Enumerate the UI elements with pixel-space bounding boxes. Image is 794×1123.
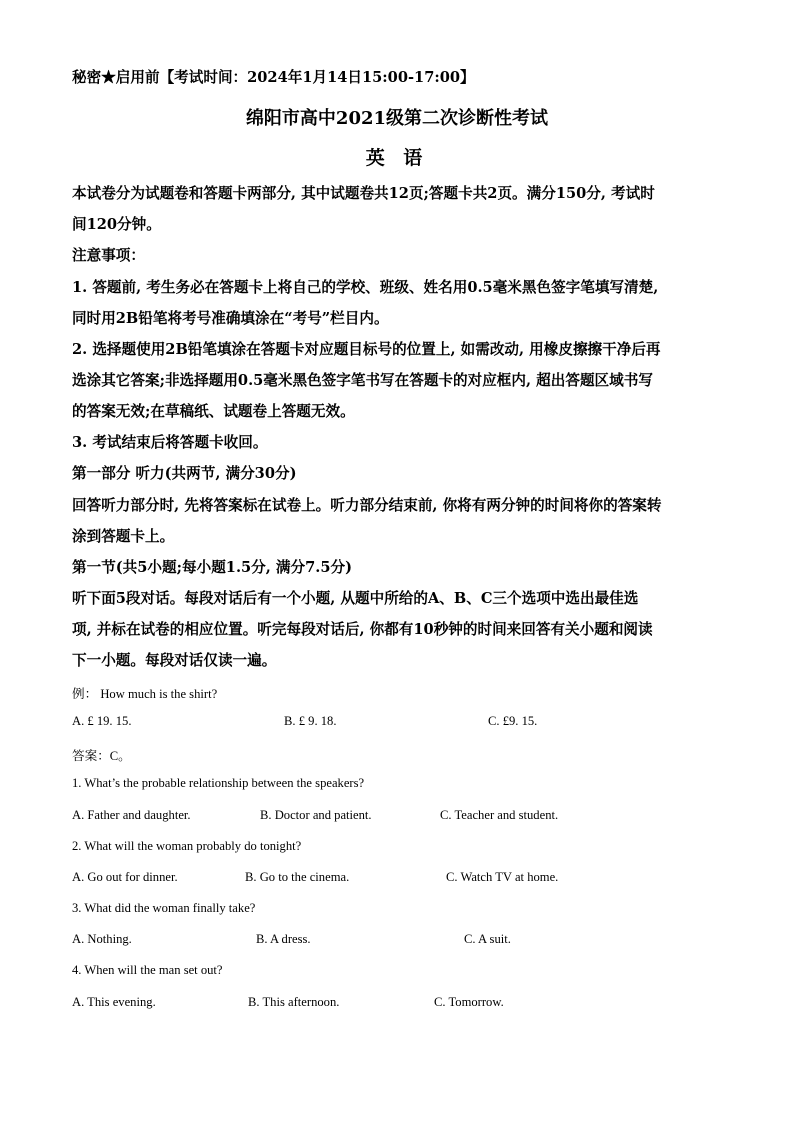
- example-option-a: A. £ 19. 15.: [72, 714, 132, 728]
- question-3-option-a: A. Nothing.: [72, 932, 132, 946]
- question-2-option-a: A. Go out for dinner.: [72, 870, 178, 884]
- intro-line-2: 间120分钟。: [72, 216, 161, 233]
- part1-instruction-line-1: 回答听力部分时, 先将答案标在试卷上。听力部分结束前, 你将有两分钟的时间将你的答案转: [72, 497, 662, 514]
- question-2-option-c: C. Watch TV at home.: [446, 870, 559, 884]
- question-2: 2. What will the woman probably do tonight?: [72, 839, 302, 853]
- subject-title: 英 语: [365, 147, 429, 169]
- note-3: 3. 考试结束后将答题卡收回。: [72, 434, 268, 451]
- section1-instruction-line-1: 听下面5段对话。每段对话后有一个小题, 从题中所给的A、B、C三个选项中选出最佳选: [72, 590, 639, 607]
- question-4: 4. When will the man set out?: [72, 963, 223, 977]
- example-option-c: C. £9. 15.: [488, 714, 538, 728]
- example-option-b: B. £ 9. 18.: [284, 714, 337, 728]
- note-2-line-3: 的答案无效;在草稿纸、试题卷上答题无效。: [72, 403, 355, 420]
- part1-instruction-line-2: 涂到答题卡上。: [72, 528, 175, 545]
- example-question: 例： How much is the shirt?: [72, 687, 218, 701]
- intro-line-1: 本试卷分为试题卷和答题卡两部分, 其中试题卷共12页;答题卡共2页。满分150分, 考试时: [72, 185, 655, 202]
- note-2-line-2: 选涂其它答案;非选择题用0.5毫米黑色签字笔书写在答题卡的对应框内, 超出答题区域书写: [72, 372, 653, 389]
- section1-heading: 第一节(共5小题;每小题1.5分, 满分7.5分): [72, 559, 353, 576]
- note-2-line-1: 2. 选择题使用2B铅笔填涂在答题卡对应题目标号的位置上, 如需改动, 用橡皮擦擦干净后再: [72, 341, 661, 358]
- question-3: 3. What did the woman finally take?: [72, 901, 256, 915]
- question-3-option-c: C. A suit.: [464, 932, 511, 946]
- question-3-option-b: B. A dress.: [256, 932, 311, 946]
- question-1-option-b: B. Doctor and patient.: [260, 808, 372, 822]
- question-2-option-b: B. Go to the cinema.: [245, 870, 350, 884]
- section1-instruction-line-3: 下一小题。每段对话仅读一遍。: [72, 652, 277, 669]
- question-4-option-b: B. This afternoon.: [248, 995, 340, 1009]
- note-1-line-2: 同时用2B铅笔将考号准确填涂在“考号”栏目内。: [72, 310, 389, 327]
- part1-heading: 第一部分 听力(共两节, 满分30分): [72, 465, 297, 482]
- example-answer: 答案：C。: [72, 749, 131, 763]
- exam-title: 绵阳市高中2021级第二次诊断性考试: [245, 108, 549, 129]
- question-1-option-a: A. Father and daughter.: [72, 808, 191, 822]
- question-4-option-c: C. Tomorrow.: [434, 995, 504, 1009]
- section1-instruction-line-2: 项, 并标在试卷的相应位置。听完每段对话后, 你都有10秒钟的时间来回答有关小题和阅读: [72, 621, 653, 638]
- note-1-line-1: 1. 答题前, 考生务必在答题卡上将自己的学校、班级、姓名用0.5毫米黑色签字笔填写清楚,: [72, 279, 659, 296]
- question-4-option-a: A. This evening.: [72, 995, 156, 1009]
- confidential-header: 秘密★启用前【考试时间：2024年1月14日15:00-17:00】: [72, 69, 475, 86]
- question-1: 1. What’s the probable relationship between the speakers?: [72, 776, 365, 790]
- notes-heading: 注意事项：: [72, 247, 145, 264]
- question-1-option-c: C. Teacher and student.: [440, 808, 559, 822]
